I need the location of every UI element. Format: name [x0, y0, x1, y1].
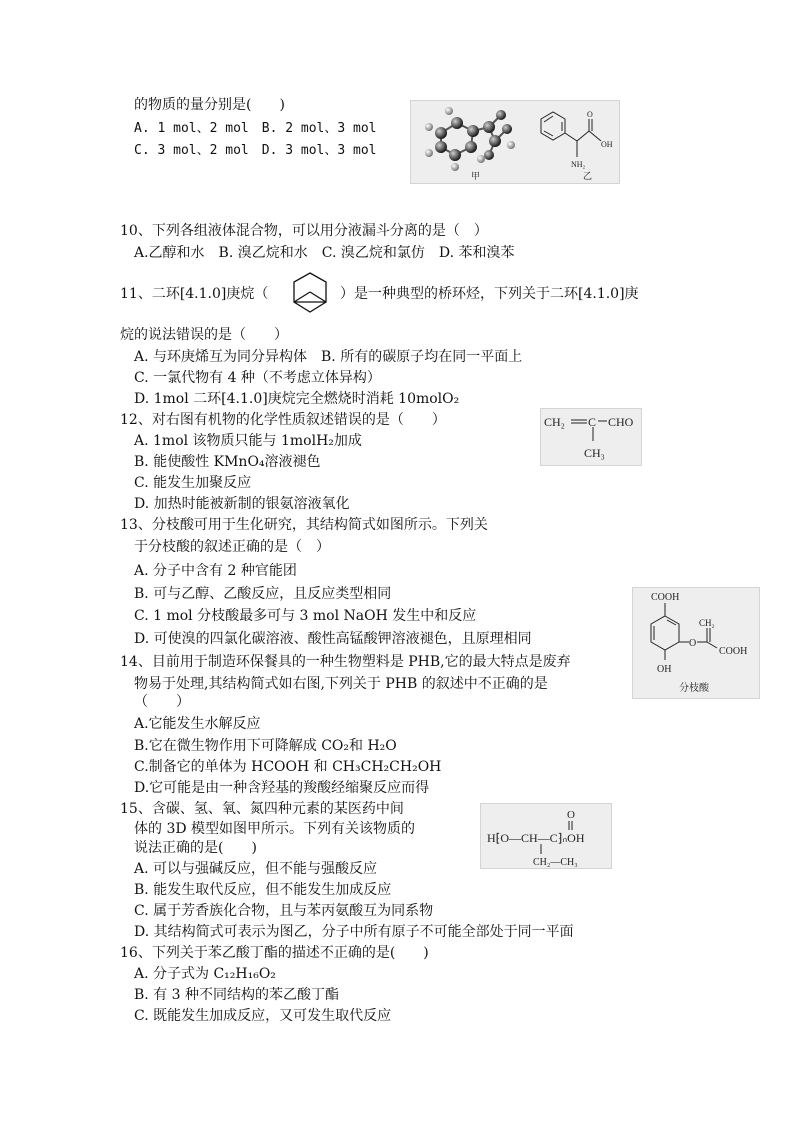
q9-molecule-drawing: [411, 101, 619, 183]
q12-option-d: D. 加热时能被新制的银氨溶液氧化: [134, 496, 350, 512]
q13-chorismic-acid-figure: [632, 587, 760, 699]
q14-stem-line3: （ ）: [134, 694, 190, 710]
q15-stem-line1: 15、含碳、氢、氧、氮四种元素的某医药中间: [120, 801, 404, 817]
q10-stem: 10、下列各组液体混合物，可以用分液漏斗分离的是（ ）: [120, 223, 488, 239]
q12-stem: 12、对右图有机物的化学性质叙述错误的是（ ）: [120, 412, 446, 428]
q11-stem-part2: ）是一种典型的桥环烃，下列关于二环[4.1.0]庚: [340, 286, 639, 302]
q13-option-c: C. 1 mol 分枝酸最多可与 3 mol NaOH 发生中和反应: [134, 608, 477, 624]
q14-option-d: D.它可能是由一种含羟基的羧酸经缩聚反应而得: [134, 780, 430, 796]
q12-option-b: B. 能使酸性 KMnO₄溶液褪色: [134, 454, 321, 470]
atom-o: O: [587, 110, 593, 119]
q12-structure-figure: [540, 408, 642, 466]
figure-caption: 分枝酸: [679, 683, 709, 694]
figure-label-jia: 甲: [471, 171, 481, 181]
q14-option-c: C.制备它的单体为 HCOOH 和 CH₃CH₂CH₂OH: [134, 759, 442, 775]
phb-drawing: [481, 804, 611, 868]
q15-stem-line2: 体的 3D 模型如图甲所示。下列有关该物质的: [134, 821, 416, 837]
q13-option-a: A. 分子中含有 2 种官能团: [134, 563, 297, 579]
q14-phb-structure-figure: [480, 803, 612, 869]
q16-option-a: A. 分子式为 C₁₂H₁₆O₂: [134, 966, 276, 982]
q11-stem-part1: 11、二环[4.1.0]庚烷（: [120, 286, 269, 302]
group-ch2: CH₂: [699, 618, 715, 628]
q14-option-a: A.它能发生水解反应: [134, 716, 261, 732]
q15-option-c: C. 属于芳香族化合物，且与苯丙氨酸互为同系物: [134, 903, 434, 919]
group-ch3: CH₃: [584, 446, 605, 460]
group-cho: CHO: [608, 415, 634, 429]
q14-stem-line2: 物易于处理,其结构简式如右图,下列关于 PHB 的叙述中不正确的是: [134, 676, 548, 692]
group-oh: OH: [657, 664, 672, 675]
phb-main-chain: H⁅O—CH—C⁆ₙOH: [487, 831, 585, 845]
q16-option-c: C. 既能发生加成反应，又可发生取代反应: [134, 1008, 392, 1024]
atom-nh2: NH₂: [571, 160, 586, 169]
q9-stem-tail: 的物质的量分别是( ): [134, 97, 285, 113]
q14-option-b: B.它在微生物作用下可降解成 CO₂和 H₂O: [134, 738, 397, 754]
group-cooh-top: COOH: [651, 592, 680, 603]
q11-option-c: C. 一氯代物有 4 种（不考虑立体异构）: [134, 370, 381, 386]
bicycloheptane-structure: [290, 270, 332, 318]
q12-option-c: C. 能发生加聚反应: [134, 475, 252, 491]
methacrolein-drawing: [541, 409, 641, 465]
q9-option-cd: C. 3 mol、2 mol D. 3 mol、3 mol: [134, 143, 377, 158]
group-ethyl: CH₂—CH₃: [533, 857, 578, 868]
q13-stem-line1: 13、分枝酸可用于生化研究，其结构简式如图所示。下列关: [120, 517, 488, 533]
q13-option-b: B. 可与乙醇、乙酸反应，且反应类型相同: [134, 586, 392, 602]
q15-option-a: A. 可以与强碱反应，但不能与强酸反应: [134, 861, 378, 877]
atom-o-top: O: [567, 809, 575, 821]
q9-molecule-figure: [410, 100, 620, 184]
atom-c: C: [588, 415, 597, 429]
q13-option-d: D. 可使溴的四氯化碳溶液、酸性高锰酸钾溶液褪色，且原理相同: [134, 631, 532, 647]
group-ch2: CH₂: [544, 415, 565, 429]
q13-stem-line2: 于分枝酸的叙述正确的是（ ）: [134, 539, 330, 555]
atom-o: O: [689, 638, 697, 649]
q15-stem-line3: 说法正确的是( ): [134, 840, 257, 856]
q15-option-b: B. 能发生取代反应，但不能发生加成反应: [134, 882, 392, 898]
q11-option-d: D. 1mol 二环[4.1.0]庚烷完全燃烧时消耗 10molO₂: [134, 391, 460, 407]
q11-option-ab: A. 与环庚烯互为同分异构体 B. 所有的碳原子均在同一平面上: [134, 349, 523, 365]
q11-stem-line2: 烷的说法错误的是（ ）: [120, 327, 288, 343]
q10-options: A.乙醇和水 B. 溴乙烷和水 C. 溴乙烷和氯仿 D. 苯和溴苯: [134, 245, 515, 261]
figure-label-yi: 乙: [583, 171, 593, 181]
chorismic-acid-drawing: [633, 588, 759, 698]
bicycloheptane-drawing: [290, 270, 332, 318]
group-cooh-right: COOH: [719, 646, 748, 657]
atom-oh: OH: [601, 140, 613, 149]
q16-option-b: B. 有 3 种不同结构的苯乙酸丁酯: [134, 987, 339, 1003]
q16-stem: 16、下列关于苯乙酸丁酯的描述不正确的是( ): [120, 945, 429, 961]
q9-option-ab: A. 1 mol、2 mol B. 2 mol、3 mol: [134, 121, 377, 136]
q12-option-a: A. 1mol 该物质只能与 1molH₂加成: [134, 433, 362, 449]
q14-stem-line1: 14、目前用于制造环保餐具的一种生物塑料是 PHB,它的最大特点是废弃: [120, 654, 571, 670]
q15-option-d: D. 其结构简式可表示为图乙，分子中所有原子不可能全部处于同一平面: [134, 924, 574, 940]
